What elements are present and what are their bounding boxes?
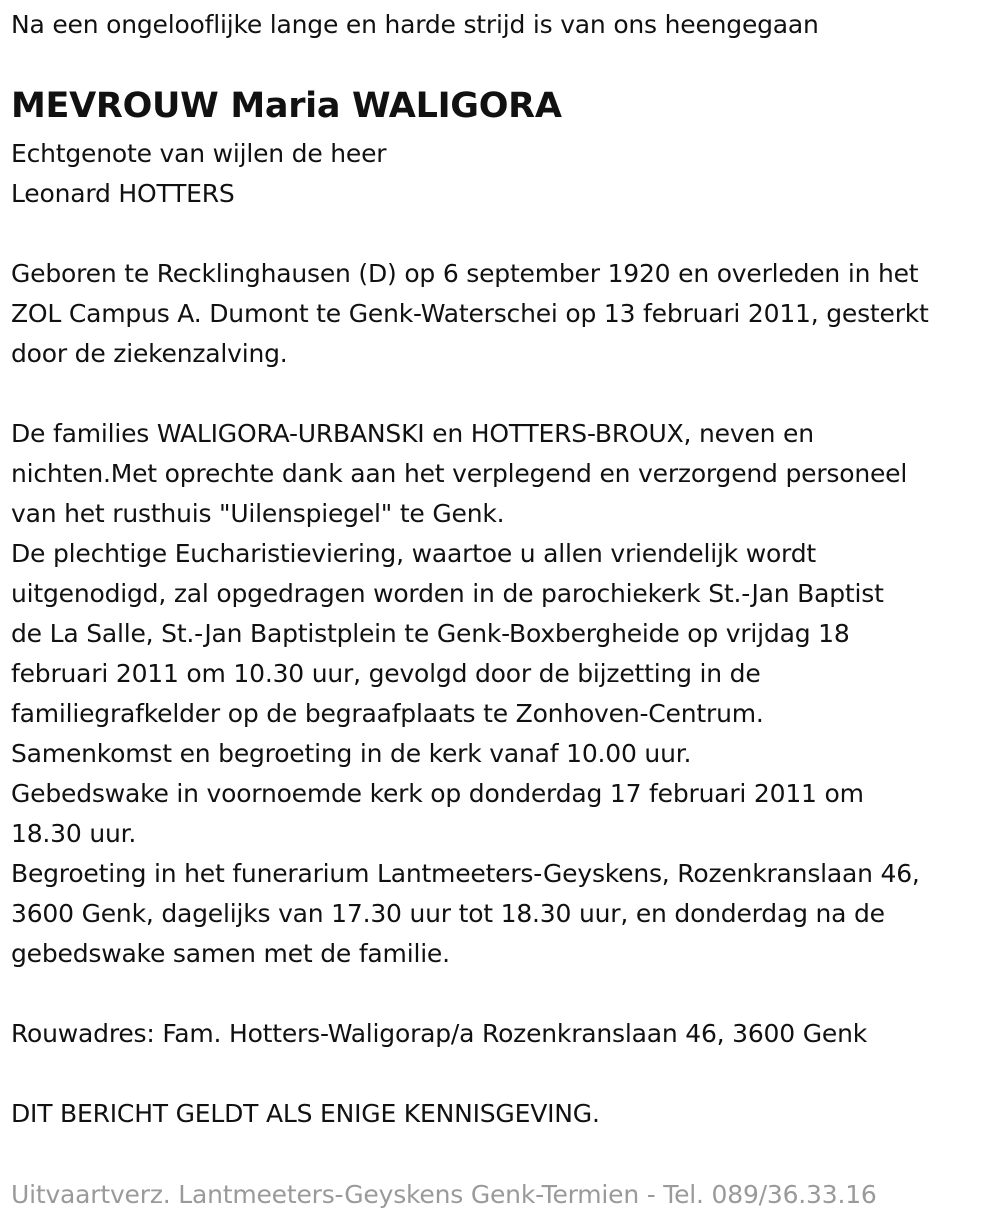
spouse-block xyxy=(11,134,386,214)
paragraph-line: 18.30 uur. xyxy=(11,819,137,848)
paragraph-line: uitgenodigd, zal opgedragen worden in de parochiekerk St.-Jan Baptist xyxy=(11,579,884,608)
paragraph-line: van het rusthuis "Uilenspiegel" te Genk. xyxy=(11,499,505,528)
kennisgeving-line: DIT BERICHT GELDT ALS ENIGE KENNISGEVING. xyxy=(11,1099,600,1128)
paragraph-line: februari 2011 om 10.30 uur, gevolgd door de bijzetting in de xyxy=(11,659,761,688)
spouse-name: Leonard HOTTERS xyxy=(11,179,235,208)
paragraph-line: Samenkomst en begroeting in de kerk vanaf 10.00 uur. xyxy=(11,739,692,768)
paragraph-line: De plechtige Eucharistieviering, waartoe u allen vriendelijk wordt xyxy=(11,539,816,568)
rouwadres-line: Rouwadres: Fam. Hotters-Waligorap/a Rozenkranslaan 46, 3600 Genk xyxy=(11,1019,867,1048)
spouse-line: Echtgenote van wijlen de heer xyxy=(11,139,387,168)
paragraph-line: 3600 Genk, dagelijks van 17.30 uur tot 18.30 uur, en donderdag na de xyxy=(11,899,885,928)
paragraph-line: Begroeting in het funerarium Lantmeeters-Geyskens, Rozenkranslaan 46, xyxy=(11,859,920,888)
paragraph-line: ZOL Campus A. Dumont te Genk-Waterschei op 13 februari 2011, gesterkt xyxy=(11,299,929,328)
deceased-name: MEVROUW Maria WALIGORA xyxy=(11,86,562,126)
paragraph-line: De families WALIGORA-URBANSKI en HOTTERS-BROUX, neven en xyxy=(11,419,814,448)
paragraph-line: familiegrafkelder op de begraafplaats te Zonhoven-Centrum. xyxy=(11,699,764,728)
paragraph-line: Gebedswake in voornoemde kerk op donderdag 17 februari 2011 om xyxy=(11,779,864,808)
families-paragraph xyxy=(11,414,920,974)
paragraph-line: Geboren te Recklinghausen (D) op 6 september 1920 en overleden in het xyxy=(11,259,919,288)
birth-death-paragraph xyxy=(11,254,929,374)
paragraph-line: de La Salle, St.-Jan Baptistplein te Genk-Boxbergheide op vrijdag 18 xyxy=(11,619,850,648)
paragraph-line: nichten.Met oprechte dank aan het verplegend en verzorgend personeel xyxy=(11,459,908,488)
intro-text: Na een ongelooflijke lange en harde strijd is van ons heengegaan xyxy=(11,10,819,39)
paragraph-line: gebedswake samen met de familie. xyxy=(11,939,450,968)
paragraph-line: door de ziekenzalving. xyxy=(11,339,288,368)
funeral-home-footer: Uitvaartverz. Lantmeeters-Geyskens Genk-Termien - Tel. 089/36.33.16 xyxy=(11,1180,877,1209)
